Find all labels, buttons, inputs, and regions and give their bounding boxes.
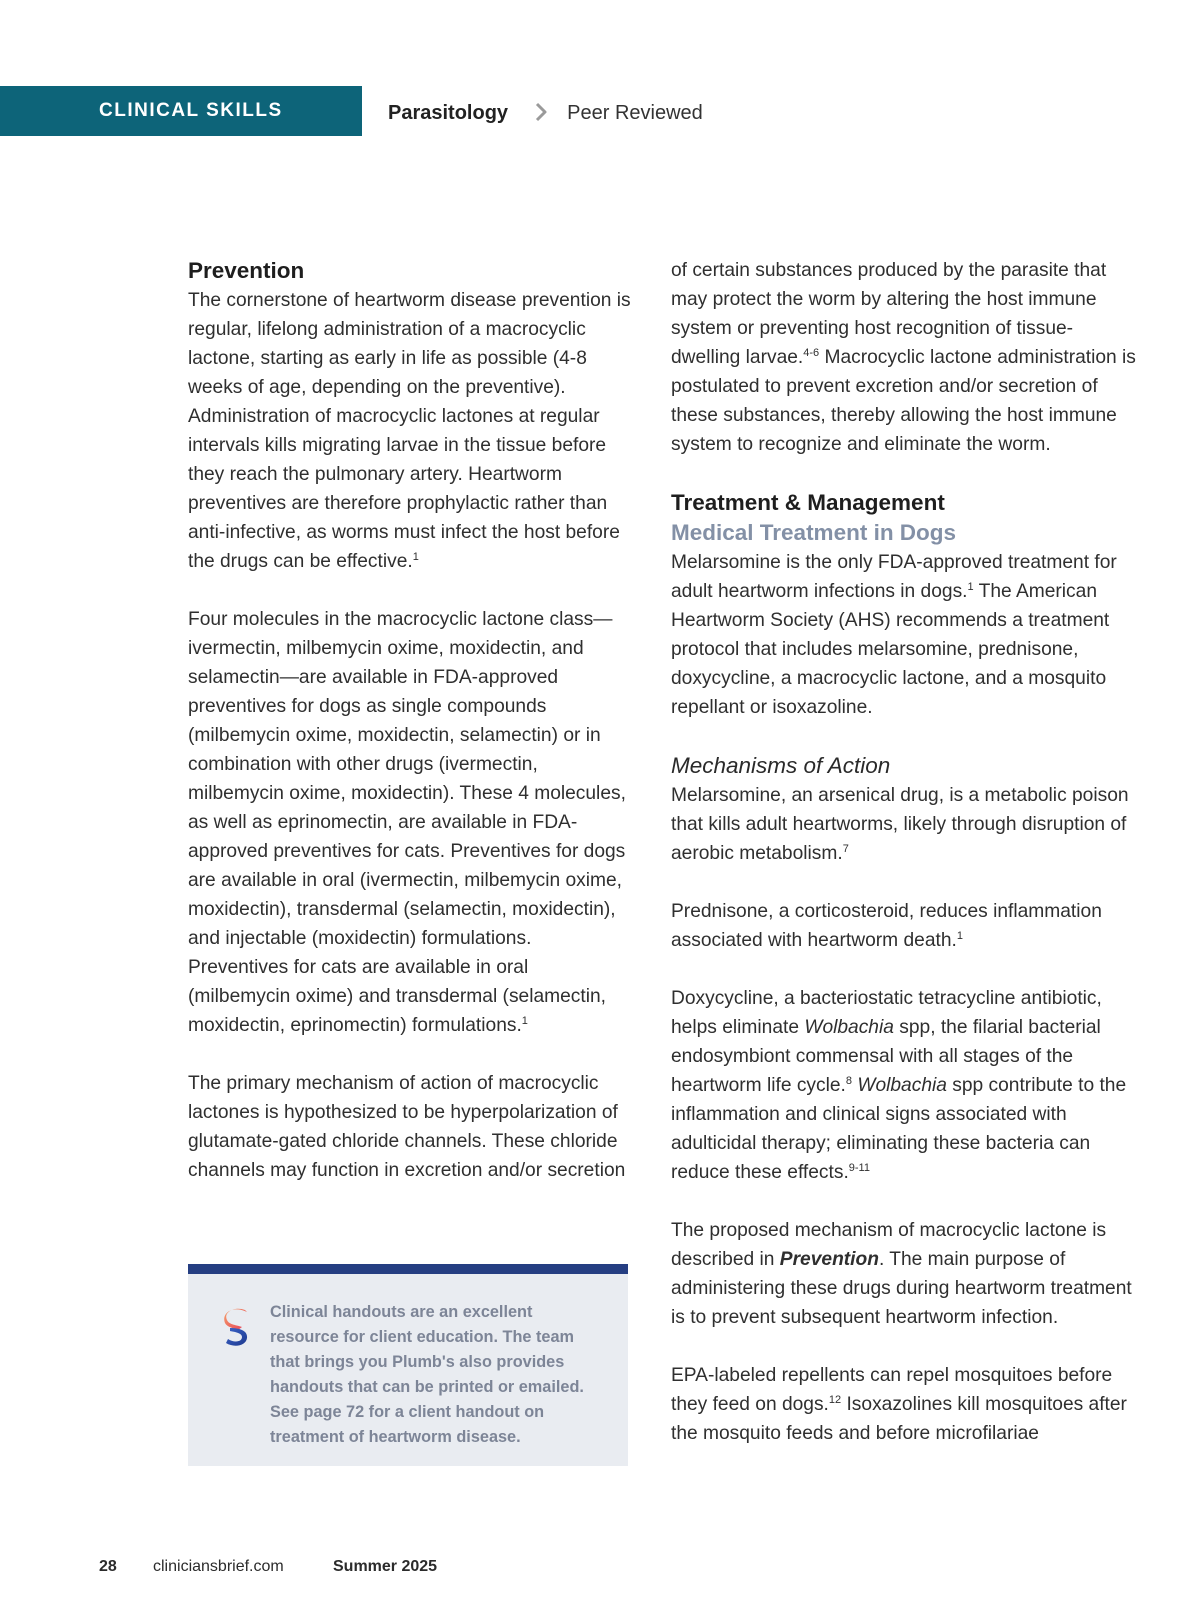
citation: 12 bbox=[828, 1394, 842, 1406]
plumbs-logo-icon bbox=[221, 1307, 251, 1347]
prednisone-paragraph: Prednisone, a corticosteroid, reduces inflammation associated with heartworm death.$^1$ bbox=[671, 901, 1102, 951]
right-column bbox=[671, 256, 1141, 1448]
citation: 4-6 bbox=[803, 347, 820, 359]
chevron-right-icon bbox=[534, 102, 548, 128]
left-column bbox=[188, 256, 634, 1185]
doxycycline-paragraph: Doxycycline, a bacteriostatic tetracycline antibiotic, helps eliminate Wolbachia spp, the filarial bacterial endosymbiont commensal with all stages of the heartworm life cycle.$^8$ Wolbachia spp contribute to the inflammation and clinical signs associated with adulticidal therapy; eliminating these bacteria can reduce these effects.$^{9-11}$ bbox=[671, 988, 1127, 1183]
medical-treatment-subheading: Medical Treatment in Dogs bbox=[671, 520, 957, 545]
macrocyclic-paragraph: The proposed mechanism of macrocyclic lactone is described in Prevention. The main purpose of administering these drugs during heartworm treatment is to prevent subsequent heartworm infection. bbox=[671, 1220, 1132, 1328]
treatment-heading: Treatment & Management bbox=[671, 490, 945, 515]
section-label-band bbox=[0, 86, 362, 136]
prevention-paragraph-2: Four molecules in the macrocyclic lactone class—ivermectin, milbemycin oxime, moxidectin, and selamectin—are available in FDA-approved preventives for dogs as single compounds (milbemycin oxime, moxidectin, selamectin) or in combination with other drugs (ivermectin, milbemycin oxime, moxidectin). These 4 molecules, as well as eprinomectin, are available in FDA-approved preventives for cats. Preventives for dogs are available in oral (ivermectin, milbemycin oxime, moxidectin), transdermal (selamectin, moxidectin), and injectable (moxidectin) formulations. Preventives for cats are available in oral (milbemycin oxime) and transdermal (selamectin, moxidectin, eprinomectin) formulations.$^1$ bbox=[188, 609, 626, 1036]
prevention-paragraph-3: The primary mechanism of action of macrocyclic lactones is hypothesized to be hyperpolarization of glutamate-gated chloride channels. These chloride channels may function in excretion and/or secretion bbox=[188, 1073, 626, 1181]
page-number: 28 bbox=[99, 1558, 117, 1575]
citation: 1 bbox=[412, 551, 419, 563]
prevention-paragraph-1: The cornerstone of heartworm disease prevention is regular, lifelong administration of a macrocyclic lactone, starting as early in life as possible (4-8 weeks of age, depending on the preventive). Administration of macrocyclic lactones at regular intervals kills migrating larvae in the tissue before they reach the pulmonary artery. Heartworm preventives are therefore prophylactic rather than anti-infective, as worms must infect the host before the drugs can be effective.$^1$ bbox=[188, 290, 631, 572]
footer-site: cliniciansbrief.com bbox=[153, 1558, 284, 1575]
section-label: CLINICAL SKILLS bbox=[99, 100, 283, 121]
citation: 7 bbox=[842, 843, 849, 855]
citation: 1 bbox=[967, 581, 974, 593]
breadcrumb-peer-reviewed: Peer Reviewed bbox=[567, 102, 703, 124]
callout-text: Clinical handouts are an excellent resource for client education. The team that brings you Plumb's also provides handouts that can be printed or emailed. See page 72 for a client handout on treatment of heartworm disease. bbox=[270, 1303, 584, 1446]
breadcrumb bbox=[388, 102, 703, 128]
prevention-heading: Prevention bbox=[188, 258, 305, 283]
citation: 9-11 bbox=[848, 1162, 870, 1174]
continued-paragraph: of certain substances produced by the parasite that may protect the worm by altering the host immune system or preventing host recognition of tissue-dwelling larvae.$^{4-6}$ Macrocyclic lactone administration is postulated to prevent excretion and/or secretion of these substances, thereby allowing the host immune system to recognize and eliminate the worm. bbox=[671, 260, 1136, 455]
treatment-paragraph: Melarsomine is the only FDA-approved treatment for adult heartworm infections in dogs.$^1$ The American Heartworm Society (AHS) recommends a treatment protocol that includes melarsomine, prednisone, doxycycline, a macrocyclic lactone, and a mosquito repellant or isoxazoline. bbox=[671, 552, 1117, 718]
melarsomine-paragraph: Melarsomine, an arsenical drug, is a metabolic poison that kills adult heartworms, likely through disruption of aerobic metabolism.$^7$ bbox=[671, 785, 1129, 864]
handout-callout bbox=[188, 1264, 628, 1466]
mechanisms-heading: Mechanisms of Action bbox=[671, 753, 891, 778]
citation: 1 bbox=[521, 1015, 528, 1027]
citation: 1 bbox=[956, 930, 963, 942]
footer-issue: Summer 2025 bbox=[333, 1558, 438, 1575]
citation: 8 bbox=[845, 1075, 852, 1087]
repellent-paragraph: EPA-labeled repellents can repel mosquitoes before they feed on dogs.$^{12}$ Isoxazolines kill mosquitoes after the mosquito feeds and before microfilariae bbox=[671, 1365, 1127, 1444]
breadcrumb-parasitology: Parasitology bbox=[388, 102, 509, 124]
